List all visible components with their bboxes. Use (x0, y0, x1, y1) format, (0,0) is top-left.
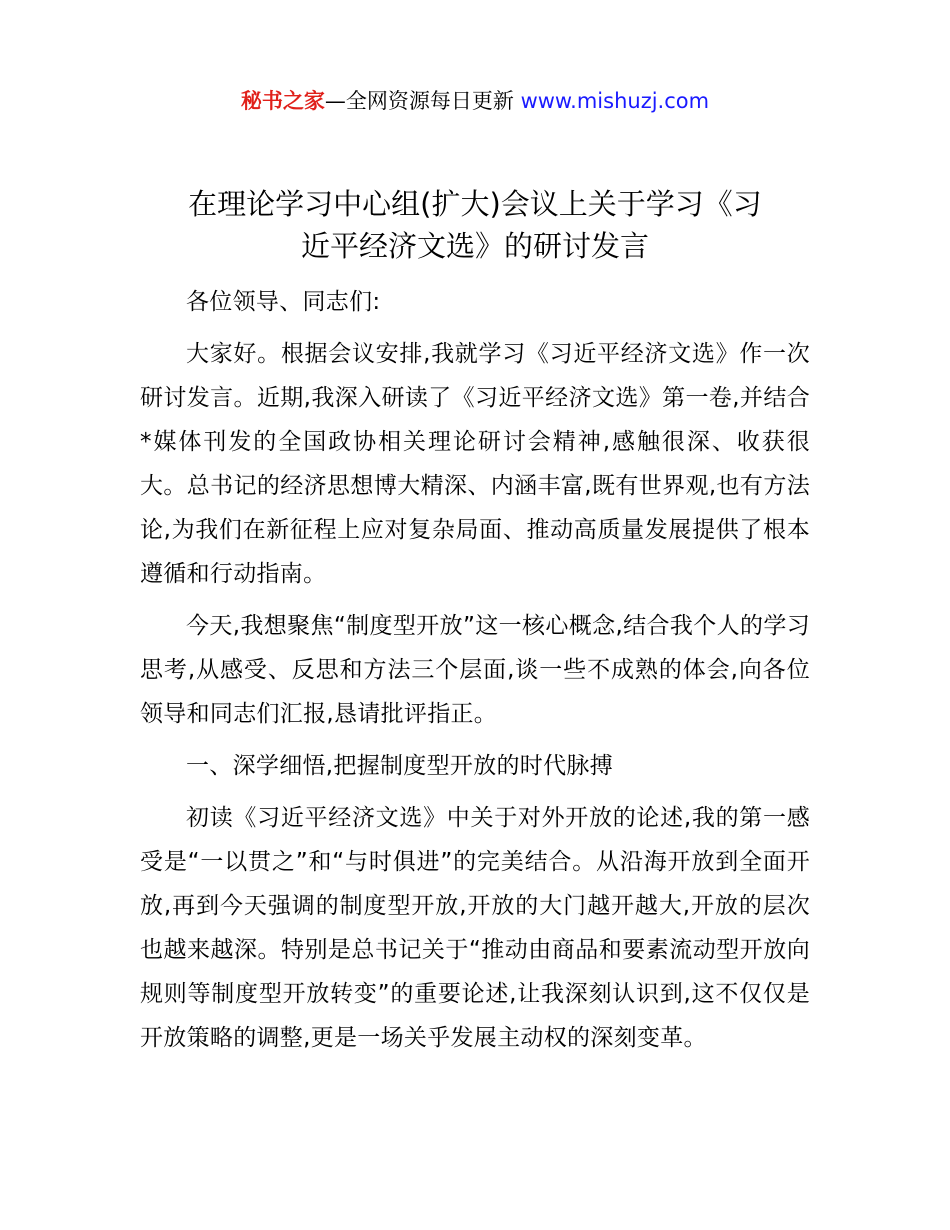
section-heading-1: 一、深学细悟,把握制度型开放的时代脉搏 (186, 753, 614, 779)
site-url-link[interactable]: www.mishuzj.com (520, 89, 710, 113)
document-body (140, 280, 810, 1068)
greeting: 各位领导、同志们: (186, 289, 381, 315)
site-header (0, 86, 950, 116)
document-title (140, 183, 810, 267)
paragraph-2: 今天,我想聚焦“制度型开放”这一核心概念,结合我个人的学习思考,从感受、反思和方法三个层面,谈一些不成熟的体会,向各位领导和同志们汇报,恳请批评指正。 (140, 613, 810, 727)
paragraph-3: 初读《习近平经济文选》中关于对外开放的论述,我的第一感受是“一以贯之”和“与时俱进”的完美结合。从沿海开放到全面开放,再到今天强调的制度型开放,开放的大门越开越大,开放的层次也越来越深。特别是总书记关于“推动由商品和要素流动型开放向规则等制度型开放转变”的重要论述,让我深刻认识到,这不仅仅是开放策略的调整,更是一场关乎发展主动权的深刻变革。 (140, 805, 810, 1051)
paragraph-1: 大家好。根据会议安排,我就学习《习近平经济文选》作一次研讨发言。近期,我深入研读了《习近平经济文选》第一卷,并结合*媒体刊发的全国政协相关理论研讨会精神,感触很深、收获很大。总书记的经济思想博大精深、内涵丰富,既有世界观,也有方法论,为我们在新征程上应对复杂局面、推动高质量发展提供了根本遵循和行动指南。 (140, 341, 810, 587)
title-line-2: 近平经济文选》的研讨发言 (300, 229, 649, 263)
site-brand: 秘书之家 (240, 89, 325, 113)
site-slogan: —全网资源每日更新 (324, 89, 521, 113)
title-line-1: 在理论学习中心组(扩大)会议上关于学习《习 (188, 187, 762, 221)
